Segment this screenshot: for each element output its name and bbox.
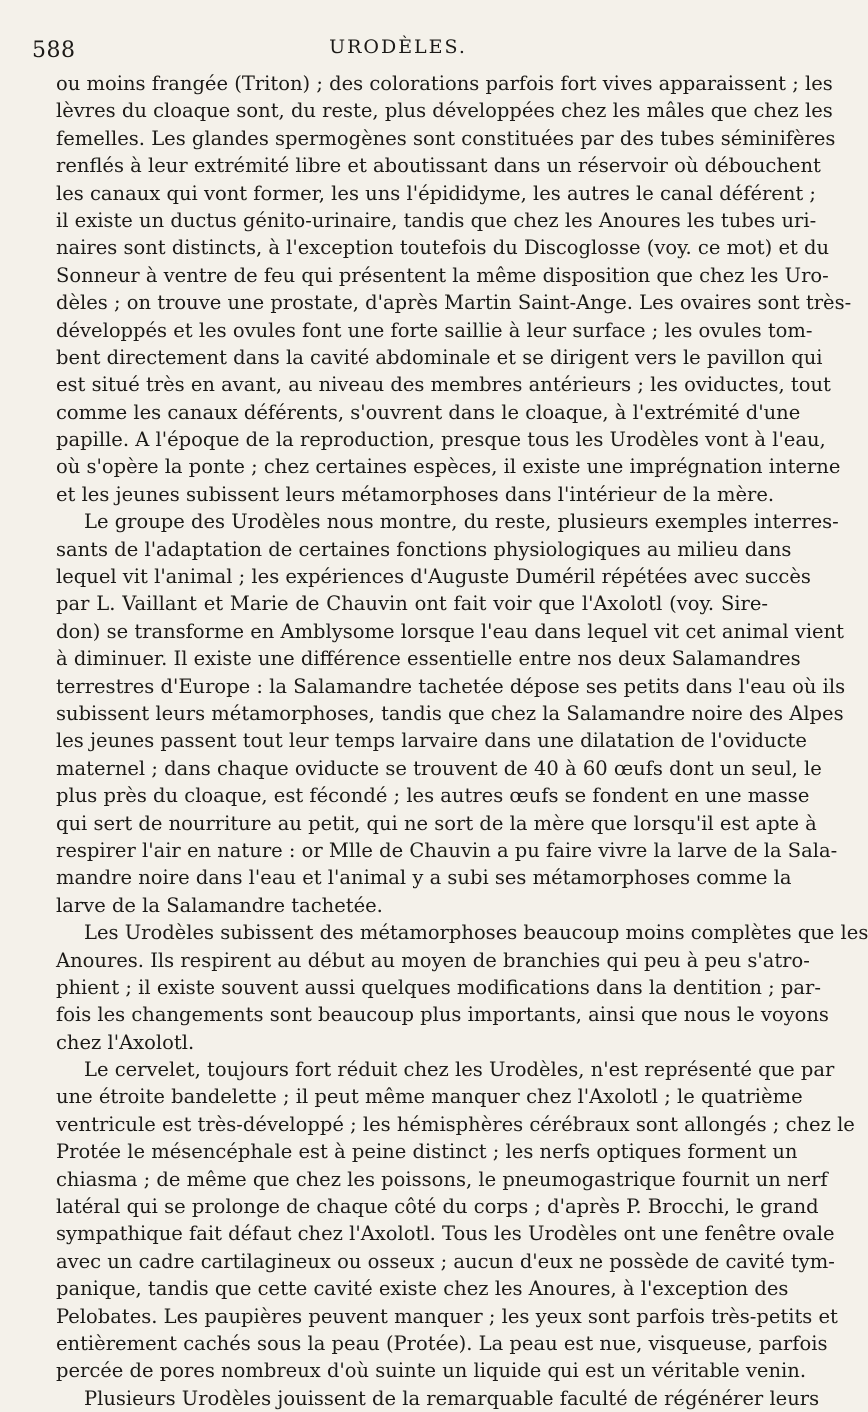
- text-line: Plusieurs Urodèles jouissent de la remarquable faculté de régénérer leurs: [84, 1386, 820, 1410]
- text-line: Pelobates. Les paupières peuvent manquer ; les yeux sont parfois très-petits et: [56, 1304, 838, 1328]
- paragraph: [28, 70, 852, 508]
- text-line: sympathique fait défaut chez l'Axolotl. Tous les Urodèles ont une fenêtre ovale: [56, 1222, 835, 1246]
- text-line: les canaux qui vont former, les uns l'épididyme, les autres le canal déférent ;: [56, 181, 817, 205]
- text-line: Le groupe des Urodèles nous montre, du reste, plusieurs exemples interres-: [84, 510, 839, 534]
- text-line: sants de l'adaptation de certaines fonctions physiologiques au milieu dans: [56, 537, 792, 561]
- text-line: il existe un ductus génito-urinaire, tandis que chez les Anoures les tubes uri-: [56, 208, 817, 232]
- text-line: renflés à leur extrémité libre et aboutissant dans un réservoir où débouchent: [56, 154, 821, 178]
- text-line: respirer l'air en nature : or Mlle de Chauvin a pu faire vivre la larve de la Sala-: [56, 838, 838, 862]
- text-line: qui sert de nourriture au petit, qui ne sort de la mère que lorsqu'il est apte à: [56, 811, 817, 835]
- running-title: URODÈLES.: [329, 36, 467, 58]
- paragraph: [28, 508, 846, 919]
- text-line: entièrement cachés sous la peau (Protée). La peau est nue, visqueuse, parfois: [56, 1331, 828, 1355]
- text-line: bent directement dans la cavité abdominale et se dirigent vers le pavillon qui: [56, 345, 823, 369]
- text-line: est situé très en avant, au niveau des membres antérieurs ; les oviductes, tout: [56, 373, 831, 397]
- text-line: mandre noire dans l'eau et l'animal y a subi ses métamorphoses comme la: [56, 866, 792, 890]
- text-line: percée de pores nombreux d'où suinte un liquide qui est un véritable venin.: [56, 1359, 807, 1383]
- text-line: phient ; il existe souvent aussi quelques modifications dans la dentition ; par-: [56, 975, 821, 999]
- text-line: larve de la Salamandre tachetée.: [56, 893, 383, 917]
- text-line: une étroite bandelette ; il peut même manquer chez l'Axolotl ; le quatrième: [56, 1085, 803, 1109]
- paragraph: [28, 1385, 820, 1412]
- text-line: comme les canaux déférents, s'ouvrent dans le cloaque, à l'extrémité d'une: [56, 400, 801, 424]
- text-line: les jeunes passent tout leur temps larvaire dans une dilatation de l'oviducte: [56, 729, 807, 753]
- text-line: avec un cadre cartilagineux ou osseux ; aucun d'eux ne possède de cavité tym-: [56, 1249, 835, 1273]
- text-line: et les jeunes subissent leurs métamorphoses dans l'intérieur de la mère.: [56, 482, 775, 506]
- text-line: Sonneur à ventre de feu qui présentent la même disposition que chez les Uro-: [56, 263, 829, 287]
- text-line: chez l'Axolotl.: [56, 1030, 195, 1054]
- paragraph: [28, 1056, 855, 1385]
- text-line: don) se transforme en Amblysome lorsque l'eau dans lequel vit cet animal vient: [56, 619, 844, 643]
- text-line: papille. A l'époque de la reproduction, presque tous les Urodèles vont à l'eau,: [56, 428, 826, 452]
- text-line: femelles. Les glandes spermogènes sont constituées par des tubes séminifères: [56, 126, 836, 150]
- text-line: Les Urodèles subissent des métamorphoses beaucoup moins complètes que les: [84, 921, 868, 945]
- page-number: 588: [32, 38, 76, 63]
- text-line: ou moins frangée (Triton) ; des colorations parfois fort vives apparaissent ; les: [56, 72, 833, 95]
- text-line: où s'opère la ponte ; chez certaines espèces, il existe une imprégnation interne: [56, 455, 841, 479]
- text-line: à diminuer. Il existe une différence essentielle entre nos deux Salamandres: [56, 647, 801, 671]
- text-line: développés et les ovules font une forte saillie à leur surface ; les ovules tom-: [56, 318, 813, 342]
- text-line: ventricule est très-développé ; les hémisphères cérébraux sont allongés ; chez le: [56, 1112, 855, 1136]
- text-line: dèles ; on trouve une prostate, d'après Martin Saint-Ange. Les ovaires sont très-: [56, 291, 852, 315]
- text-line: panique, tandis que cette cavité existe chez les Anoures, à l'exception des: [56, 1277, 789, 1301]
- paragraph: [28, 919, 868, 1056]
- text-line: Protée le mésencéphale est à peine distinct ; les nerfs optiques forment un: [56, 1140, 798, 1164]
- text-line: Anoures. Ils respirent au début au moyen de branchies qui peu à peu s'atro-: [56, 948, 810, 972]
- text-line: latéral qui se prolonge de chaque côté du corps ; d'après P. Brocchi, le grand: [56, 1195, 819, 1219]
- page-header: [28, 30, 768, 64]
- text-line: lèvres du cloaque sont, du reste, plus développées chez les mâles que chez les: [56, 99, 833, 123]
- text-line: maternel ; dans chaque oviducte se trouvent de 40 à 60 œufs dont un seul, le: [56, 756, 822, 780]
- text-line: fois les changements sont beaucoup plus importants, ainsi que nous le voyons: [56, 1003, 829, 1027]
- text-line: plus près du cloaque, est fécondé ; les autres œufs se fondent en une masse: [56, 784, 810, 808]
- text-line: subissent leurs métamorphoses, tandis que chez la Salamandre noire des Alpes: [56, 701, 844, 725]
- text-line: chiasma ; de même que chez les poissons, le pneumogastrique fournit un nerf: [56, 1167, 828, 1191]
- text-line: naires sont distincts, à l'exception toutefois du Discoglosse (voy. ce mot) et du: [56, 236, 830, 260]
- text-line: par L. Vaillant et Marie de Chauvin ont fait voir que l'Axolotl (voy. Sire-: [56, 592, 768, 616]
- body-text: [28, 70, 868, 1412]
- text-line: terrestres d'Europe : la Salamandre tachetée dépose ses petits dans l'eau où ils: [56, 674, 846, 698]
- text-line: lequel vit l'animal ; les expériences d'Auguste Duméril répétées avec succès: [56, 565, 811, 589]
- text-line: Le cervelet, toujours fort réduit chez les Urodèles, n'est représenté que par: [84, 1058, 835, 1082]
